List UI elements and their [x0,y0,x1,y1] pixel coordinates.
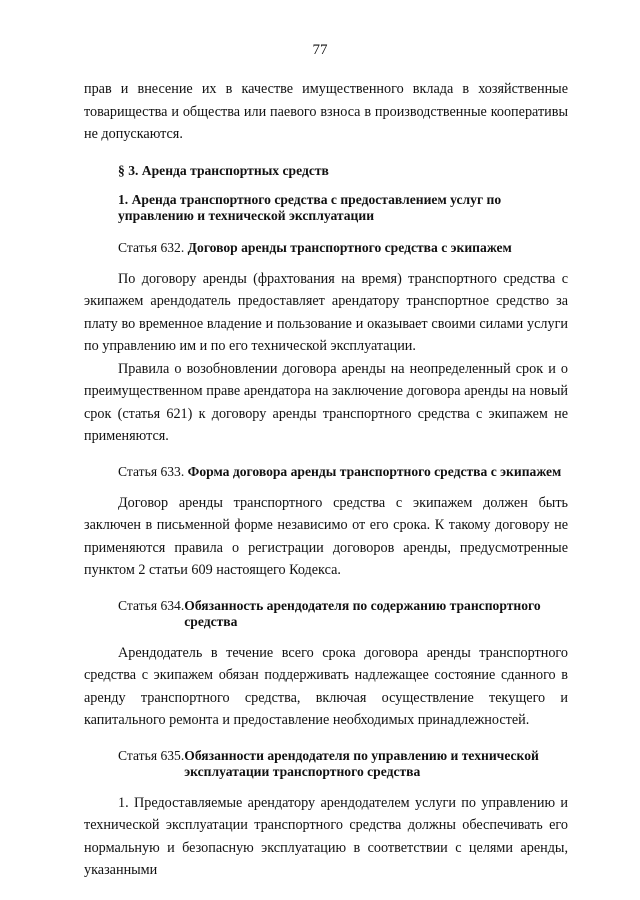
article-632-paragraph-2: Правила о возобновлении договора аренды на неопределенный срок и о преимущественном праве арендатора на заключение договора аренды на новый срок (статья 621) к договору аренды транспортного средства с экипажем не применяются. [84,360,568,444]
document-body [84,78,568,882]
article-632-heading [118,240,568,256]
article-title: Обязанности арендодателя по управлению и технической эксплуатации транспортного средства [184,747,539,779]
article-635-paragraph-1: 1. Предоставляемые арендатору арендодателем услуги по управлению и технической эксплуатации транспортного средства должны обеспечивать его нормальную и безопасную эксплуатацию в соответствии с целями аренды, указанными [84,794,568,878]
intro-paragraph: прав и внесение их в качестве имущественного вклада в хозяйственные товарищества и общества или паевого взноса в производственные кооперативы не допускаются. [84,81,568,142]
article-title: Форма договора аренды транспортного средства с экипажем [187,463,562,479]
article-633-heading [118,464,568,480]
article-633-paragraph-1: Договор аренды транспортного средства с экипажем должен быть заключен в письменной форме независимо от его срока. К такому договору не применяются правила о регистрации договоров аренды, предусмотренные пунктом 2 статьи 609 настоящего Кодекса. [84,494,568,578]
article-635-heading [118,748,568,780]
subsection-number: 1. [118,191,129,207]
article-632-paragraph-1: По договору аренды (фрахтования на время) транспортного средства с экипажем арендодатель предоставляет арендатору транспортное средство за плату во временное владение и пользование и оказывает своими силами услуги по управлению им и по его технической эксплуатации. [84,270,568,354]
article-634-paragraph-1: Арендодатель в течение всего срока договора аренды транспортного средства с экипажем обязан поддерживать надлежащее состояние сданного в аренду транспортного средства, включая осуществление текущего и капитального ремонта и предоставление необходимых принадлежностей. [84,644,568,728]
article-number: Статья 633. [118,463,185,479]
article-title: Договор аренды транспортного средства с экипажем [187,239,512,255]
subsection-title: Аренда транспортного средства с предоставлением услуг по управлению и технической эксплуатации [118,191,502,223]
subsection-heading [118,192,568,224]
article-number: Статья 634. [118,597,185,613]
article-number: Статья 632. [118,239,185,255]
article-title: Обязанность арендодателя по содержанию транспортного средства [184,597,541,629]
section-heading: § 3. Аренда транспортных средств [118,162,329,178]
article-634-heading [118,598,568,630]
page-number: 77 [312,42,328,58]
article-number: Статья 635. [118,747,185,763]
